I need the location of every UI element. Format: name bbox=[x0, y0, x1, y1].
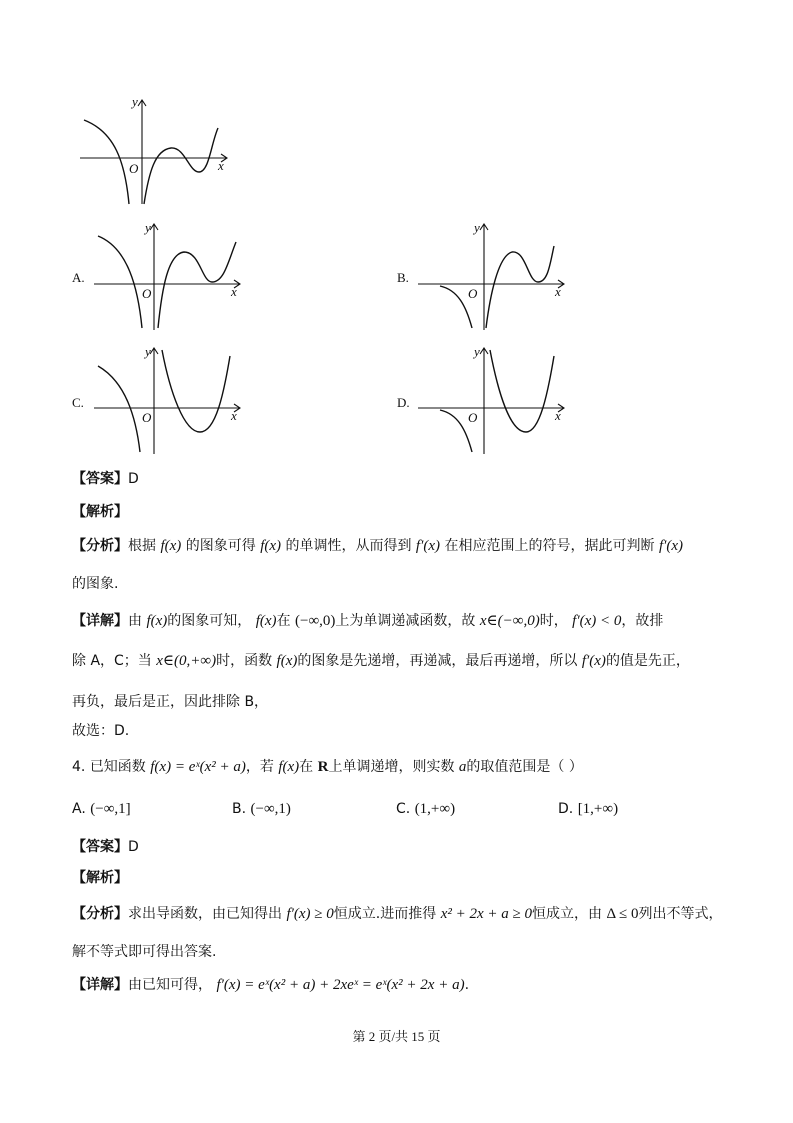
y-label: y bbox=[474, 344, 480, 359]
math-fx: f(x) bbox=[160, 538, 182, 554]
text: 在 bbox=[276, 613, 291, 629]
math-fx: f(x) bbox=[276, 653, 298, 669]
option-value: [1,+∞) bbox=[577, 801, 619, 817]
option-label: C. bbox=[396, 801, 411, 817]
math-fx: f(x) bbox=[278, 759, 300, 775]
y-label: y bbox=[145, 344, 151, 359]
option-c-label: C. bbox=[72, 395, 84, 410]
math-x-in-pos: x∈(0,+∞) bbox=[156, 653, 217, 669]
curve-right bbox=[162, 350, 230, 432]
origin-label: O bbox=[129, 161, 139, 176]
origin-label: O bbox=[142, 410, 152, 425]
option-label: D. bbox=[558, 801, 574, 817]
q4-answer bbox=[72, 837, 139, 857]
option-c-graph bbox=[90, 342, 250, 457]
option-label: A. bbox=[72, 801, 86, 817]
y-label: y bbox=[474, 220, 480, 235]
math-interval: (−∞,0) bbox=[295, 613, 336, 629]
fenxi-tag: 【分析】 bbox=[72, 538, 128, 554]
x-label: x bbox=[218, 158, 224, 173]
option-b-label: B. bbox=[397, 270, 409, 285]
q3-choice: 故选：D. bbox=[72, 723, 130, 739]
text: 已知函数 bbox=[89, 759, 146, 775]
x-label: x bbox=[555, 408, 561, 423]
q4-fenxi-line1 bbox=[72, 904, 723, 924]
text: 由已知可得， bbox=[128, 977, 212, 993]
curve-left bbox=[84, 120, 129, 204]
q4-option-c bbox=[396, 799, 455, 819]
math-q4-func: f(x) = eˣ(x² + a) bbox=[150, 759, 246, 775]
text: 列出不等式， bbox=[638, 906, 723, 922]
curve-left bbox=[98, 236, 142, 328]
y-label: y bbox=[132, 94, 138, 109]
q4-fenxi-line2: 解不等式即可得出答案. bbox=[72, 944, 217, 960]
xiangjie-tag: 【详解】 bbox=[72, 613, 128, 629]
x-label: x bbox=[555, 284, 561, 299]
q3-fenxi-line1 bbox=[72, 536, 683, 556]
text: . bbox=[464, 977, 470, 993]
text: 时， bbox=[539, 613, 568, 629]
text: 上单调递增，则实数 bbox=[328, 759, 455, 775]
math-x-in-neg: x∈(−∞,0) bbox=[479, 613, 540, 629]
text: 的值是先正， bbox=[605, 653, 690, 669]
math-fx: f(x) bbox=[146, 613, 168, 629]
x-label: x bbox=[231, 408, 237, 423]
option-b-graph bbox=[414, 218, 574, 333]
text: 由 bbox=[128, 613, 142, 629]
text: 恒成立.进而推得 bbox=[333, 906, 437, 922]
fx-graph bbox=[75, 92, 235, 207]
option-value: (1,+∞) bbox=[414, 801, 456, 817]
answer-value: D bbox=[128, 471, 139, 487]
q3-xiangjie-line3: 再负，最后是正，因此排除 B， bbox=[72, 694, 269, 710]
option-a-graph bbox=[90, 218, 250, 333]
set-R: R bbox=[317, 759, 329, 775]
text: ，若 bbox=[245, 759, 274, 775]
q4-option-b bbox=[232, 799, 291, 819]
text: 上为单调递减函数，故 bbox=[335, 613, 476, 629]
text: 求出导函数，由已知得出 bbox=[128, 906, 282, 922]
text: 恒成立，由 bbox=[532, 906, 602, 922]
option-label: B. bbox=[232, 801, 247, 817]
curve-left bbox=[98, 366, 140, 452]
q4-analysis-tag: 【解析】 bbox=[72, 870, 128, 886]
curve-right bbox=[158, 242, 236, 328]
q4-stem bbox=[72, 757, 583, 777]
math-fx: f(x) bbox=[260, 538, 282, 554]
math-fpx: f′(x) bbox=[415, 538, 441, 554]
curve-right bbox=[486, 246, 554, 328]
curve-right bbox=[490, 350, 554, 432]
y-label: y bbox=[145, 220, 151, 235]
option-value: (−∞,1) bbox=[250, 801, 291, 817]
fenxi-tag: 【分析】 bbox=[72, 906, 128, 922]
math-delta: Δ ≤ 0 bbox=[606, 906, 639, 922]
answer-value: D bbox=[128, 839, 139, 855]
text: ，故排 bbox=[621, 613, 664, 629]
text: 的图象是先递增，再递减，最后再递增，所以 bbox=[297, 653, 578, 669]
xiangjie-tag: 【详解】 bbox=[72, 977, 128, 993]
text: 根据 bbox=[128, 538, 156, 554]
x-label: x bbox=[231, 284, 237, 299]
curve-right bbox=[144, 128, 218, 204]
text: 的图象可得 bbox=[185, 538, 256, 554]
q3-answer bbox=[72, 469, 139, 489]
math-fpx-ge0: f′(x) ≥ 0 bbox=[286, 906, 334, 922]
math-fpx: f′(x) bbox=[581, 653, 606, 669]
question-number: 4. bbox=[72, 759, 86, 775]
option-a-label: A. bbox=[72, 270, 85, 285]
origin-label: O bbox=[468, 286, 478, 301]
math-fx: f(x) bbox=[255, 613, 277, 629]
q3-xiangjie-line1 bbox=[72, 611, 663, 631]
text: 除 A，C；当 bbox=[72, 653, 152, 669]
q4-option-a bbox=[72, 799, 131, 819]
answer-tag: 【答案】 bbox=[72, 839, 128, 855]
origin-label: O bbox=[468, 410, 478, 425]
answer-tag: 【答案】 bbox=[72, 471, 128, 487]
text: 的取值范围是（ ） bbox=[466, 759, 583, 775]
variable-a: a bbox=[458, 759, 467, 775]
q3-fenxi-line2: 的图象. bbox=[72, 576, 119, 592]
q4-option-d bbox=[558, 799, 618, 819]
text: 的图象可知， bbox=[167, 613, 252, 629]
origin-label: O bbox=[142, 286, 152, 301]
math-derivative: f′(x) = eˣ(x² + a) + 2xeˣ = eˣ(x² + 2x + a) bbox=[216, 977, 465, 993]
text: 在相应范围上的符号，据此可判断 bbox=[444, 538, 655, 554]
math-quad-ge0: x² + 2x + a ≥ 0 bbox=[440, 906, 532, 922]
math-fpx-lt0: f′(x) < 0 bbox=[572, 613, 622, 629]
option-value: (−∞,1] bbox=[90, 801, 131, 817]
text: 的单调性，从而得到 bbox=[285, 538, 412, 554]
option-d-label: D. bbox=[397, 395, 410, 410]
option-d-graph bbox=[414, 342, 574, 457]
q4-xiangjie bbox=[72, 975, 469, 995]
math-fpx: f′(x) bbox=[658, 538, 684, 554]
q3-analysis-tag: 【解析】 bbox=[72, 504, 128, 520]
page-number-footer: 第 2 页/共 15 页 bbox=[352, 1029, 441, 1044]
text: 在 bbox=[299, 759, 314, 775]
q3-xiangjie-line2 bbox=[72, 651, 690, 671]
text: 时，函数 bbox=[216, 653, 273, 669]
